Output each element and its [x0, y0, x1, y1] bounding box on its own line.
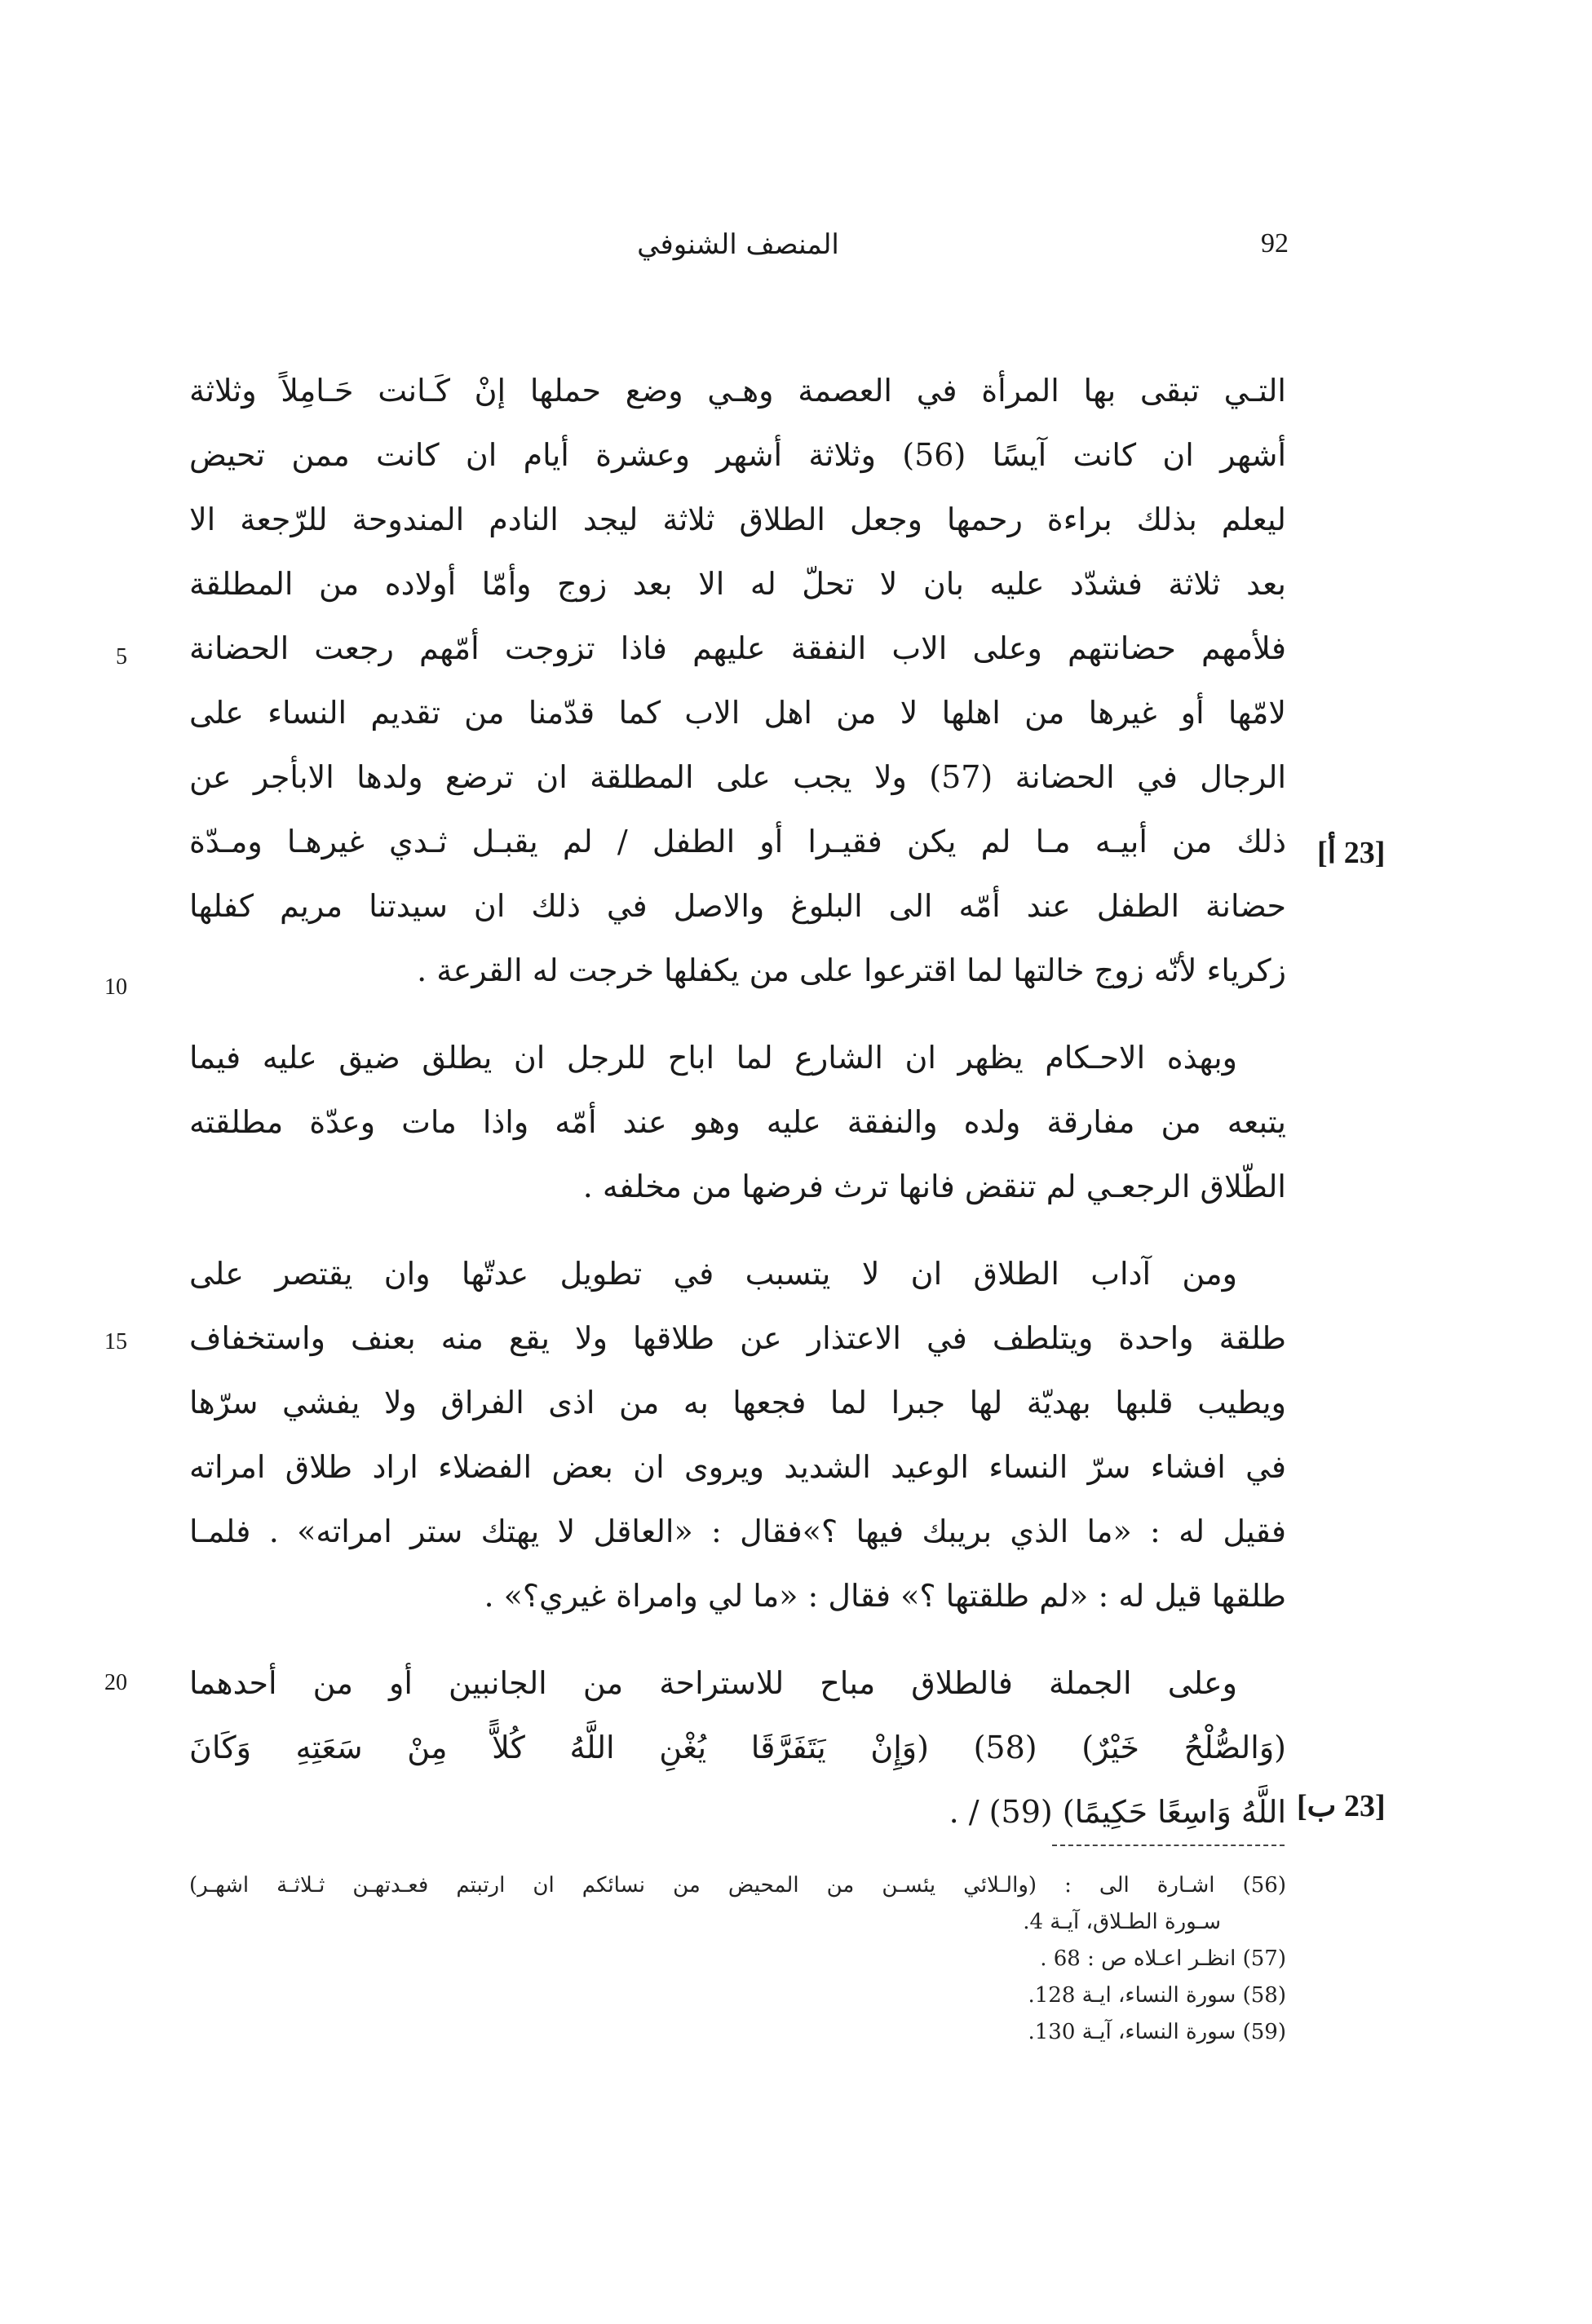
footnote: (59) سورة النساء، آيـة 130.	[1028, 2020, 1286, 2044]
footnote: (56) اشـارة الى : (والـلائي يئسـن من المحيض من نسائكم ان ارتبتم فعـدتهـن ثـلاثـة اشهـر)	[189, 1873, 1286, 1898]
paragraph	[189, 1242, 1286, 1628]
text-line: طلقة واحدة ويتلطف في الاعتذار عن طلاقها ولا يقع منه بعنف واستخفاف	[189, 1320, 1286, 1356]
text-line: زكرياء لأنّه زوج خالتها لما اقترعوا على من يكفلها خرجت له القرعة .	[417, 952, 1286, 988]
page-header	[188, 228, 1289, 277]
paragraph	[189, 1651, 1286, 1845]
text-line: ليعلم بذلك براءة رحمها وجعل الطلاق ثلاثة ليجد النادم المندوحة للرّجعة الا	[189, 501, 1286, 537]
text-line: التـي تبقى بها المرأة في العصمة وهـي وضع حملها إنْ كَـانت حَـامِلاً وثلاثة	[189, 373, 1286, 409]
footnote: (58) سورة النساء، ايـة 128.	[1028, 1983, 1286, 2008]
text-line: أشهر ان كانت آيسًا (56) وثلاثة أشهر وعشرة أيام ان كانت ممن تحيض	[189, 437, 1286, 473]
paragraph	[189, 1026, 1286, 1219]
text-line: طلقها قيل له : «لم طلقتها ؟» فقال : «ما لي وامراة غيري؟» .	[484, 1578, 1286, 1614]
folio-marker: [23 أ]	[1317, 836, 1386, 870]
text-line: ذلك من أبيـه مـا لم يكن فقيـرا أو الطفل / لم يقبـل ثـدي غيرهـا ومـدّة	[189, 824, 1286, 859]
text-line: الطّلاق الرجعـي لم تنقض فانها ترث فرضها من مخلفه .	[582, 1169, 1286, 1204]
text-line: وعلى الجملة فالطلاق مباح للاستراحة من الجانبين أو من أحدهما	[189, 1665, 1237, 1701]
text-line: بعد ثلاثة فشدّد عليه بان لا تحلّ له الا بعد زوج وأمّا أولاده من المطلقة	[189, 566, 1286, 602]
paragraph	[189, 359, 1286, 1003]
text-line: ويطيب قلبها بهديّة لها جبرا لما فجعها به من اذى الفراق ولا يفشي سرّها	[189, 1385, 1286, 1420]
line-number: 10	[104, 974, 127, 1000]
line-number: 15	[104, 1329, 127, 1354]
page-number: 92	[1261, 228, 1289, 258]
text-line: في افشاء سرّ النساء الوعيد الشديد ويروى ان بعض الفضلاء اراد طلاق امراته	[189, 1449, 1286, 1485]
main-text	[189, 359, 1286, 1867]
folio-marker: [23 ب]	[1297, 1789, 1386, 1823]
text-line: يتبعه من مفارقة ولده والنفقة عليه وهو عند أمّه واذا مات وعدّة مطلقته	[189, 1104, 1286, 1140]
footnote: (57) انظـر اعـلاه ص : 68 .	[1040, 1946, 1286, 1971]
footnotes	[189, 1867, 1286, 2051]
text-line: وبهذه الاحـكام يظهر ان الشارع لما اباح للرجل ان يطلق ضيق عليه فيما	[189, 1040, 1237, 1076]
text-line: لامّها أو غيرها من اهلها لا من اهل الاب كما قدّمنا من تقديم النساء على	[189, 695, 1286, 731]
text-line: فقيل له : «ما الذي بريبك فيها ؟»فقال : «العاقل لا يهتك ستر امراته» . فلمـا	[189, 1513, 1286, 1549]
text-line: فلأمهم حضانتهم وعلى الاب النفقة عليهم فاذا تزوجت أمّهم رجعت الحضانة	[189, 630, 1286, 666]
footnote: سـورة الطـلاق، آيـة 4.	[1023, 1910, 1221, 1934]
line-number: 20	[104, 1670, 127, 1695]
running-title: المنصف الشنوفي	[637, 228, 839, 261]
text-line: الرجال في الحضانة (57) ولا يجب على المطلقة ان ترضع ولدها الابأجر عن	[189, 759, 1286, 795]
footnote-separator	[1052, 1845, 1285, 1846]
text-line: اللَّهُ وَاسِعًا حَكِيمًا) (59) / .	[949, 1794, 1286, 1830]
text-line: حضانة الطفل عند أمّه الى البلوغ والاصل في ذلك ان سيدتنا مريم كفلها	[189, 888, 1286, 924]
text-line: ومن آداب الطلاق ان لا يتسبب في تطويل عدتّها وان يقتصر على	[189, 1256, 1237, 1292]
text-line: (وَالصُّلْحُ خَيْرٌ) (58) (وَإِنْ يَتَفَرَّقَا يُغْنِ اللَّهُ كُلاًّ مِنْ سَعَتِهِ وَكَانَ	[189, 1730, 1286, 1765]
line-number: 5	[116, 644, 127, 669]
